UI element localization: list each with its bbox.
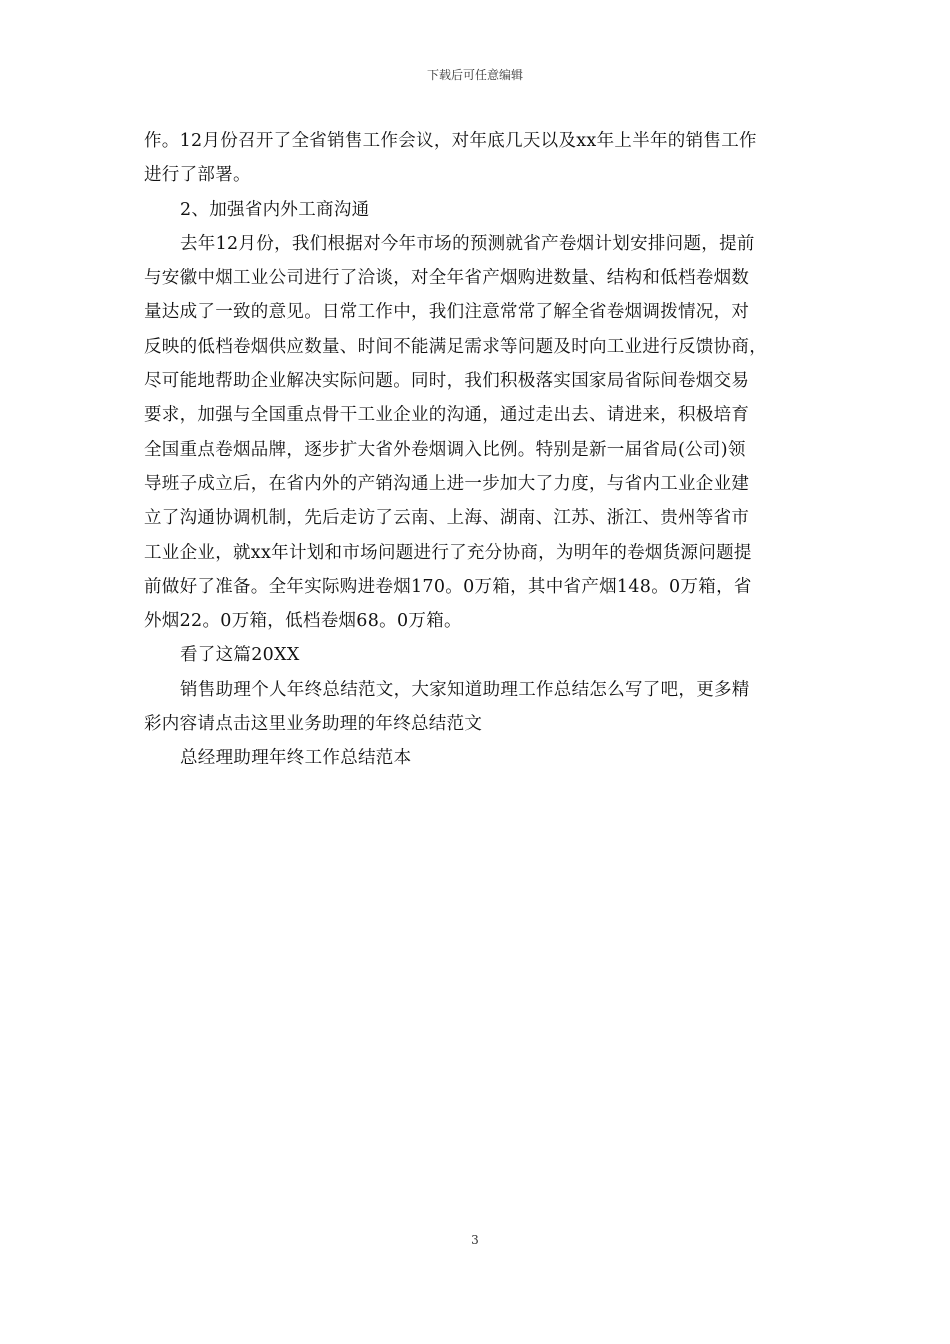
text-line: 立了沟通协调机制，先后走访了云南、上海、湖南、江苏、浙江、贵州等省市 [144, 508, 750, 529]
text-line: 作。12月份召开了全省销售工作会议，对年底几天以及xx年上半年的销售工作 [144, 131, 757, 151]
text-line: 销售助理个人年终总结范文，大家知道助理工作总结怎么写了吧，更多精 [180, 679, 750, 700]
text-line: 全国重点卷烟品牌，逐步扩大省外卷烟调入比例。特别是新一届省局(公司)领 [144, 439, 746, 460]
text-line: 外烟22。0万箱，低档卷烟68。0万箱。 [144, 611, 462, 632]
text-line: 看了这篇20XX [180, 645, 300, 666]
text-line: 反映的低档卷烟供应数量、时间不能满足需求等问题及时向工业进行反馈协商， [144, 336, 767, 357]
text-line: 总经理助理年终工作总结范本 [180, 748, 412, 769]
page-header: 下载后可任意编辑 [426, 68, 523, 82]
text-line: 进行了部署。 [144, 165, 251, 186]
page-number: 3 [471, 1233, 479, 1247]
text-line: 彩内容请点击这里业务助理的年终总结范文 [144, 714, 483, 735]
section-heading: 2、加强省内外工商沟通 [180, 199, 370, 220]
text-line: 导班子成立后，在省内外的产销沟通上进一步加大了力度，与省内工业企业建 [144, 473, 750, 494]
text-line: 量达成了一致的意见。日常工作中，我们注意常常了解全省卷烟调拨情况，对 [144, 302, 750, 323]
document-body [144, 124, 810, 776]
text-line: 尽可能地帮助企业解决实际问题。同时，我们积极落实国家局省际间卷烟交易 [144, 371, 750, 392]
text-line: 要求，加强与全国重点骨干工业企业的沟通，通过走出去、请进来，积极培育 [144, 405, 750, 426]
text-line: 与安徽中烟工业公司进行了洽谈，对全年省产烟购进数量、结构和低档卷烟数 [144, 268, 750, 289]
text-line: 工业企业，就xx年计划和市场问题进行了充分协商，为明年的卷烟货源问题提 [144, 542, 752, 563]
text-line: 去年12月份，我们根据对今年市场的预测就省产卷烟计划安排问题，提前 [180, 233, 755, 254]
text-line: 前做好了准备。全年实际购进卷烟170。0万箱，其中省产烟148。0万箱，省 [144, 576, 752, 597]
